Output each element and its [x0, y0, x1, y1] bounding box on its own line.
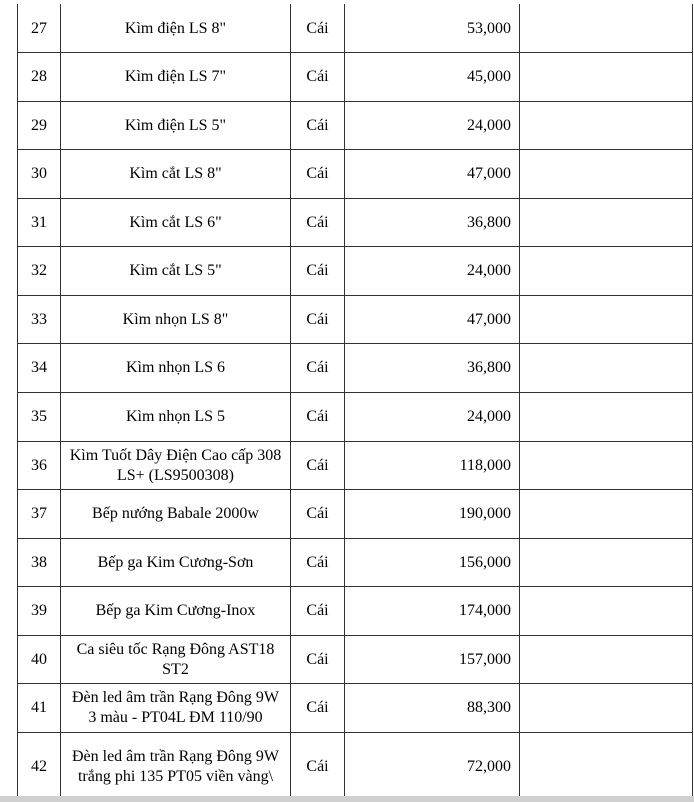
row-number-cell: 28 — [31, 68, 47, 85]
note-cell — [520, 296, 692, 343]
item-name-cell: Ca siêu tốc Rạng Đông AST18 ST2 — [76, 640, 275, 678]
row-divider — [17, 441, 692, 442]
unit-cell: Cái — [306, 359, 329, 376]
unit-cell: Cái — [306, 699, 329, 716]
row-divider — [17, 101, 692, 102]
item-name-cell: Kìm điện LS 7" — [124, 68, 227, 85]
window-bottom-edge — [0, 796, 694, 802]
row-number-cell: 35 — [31, 408, 47, 425]
note-cell — [520, 490, 692, 538]
unit-cell: Cái — [306, 213, 329, 231]
row-number-cell: 42 — [31, 757, 47, 775]
unit-price-cell: 36,800 — [467, 213, 511, 231]
row-divider — [17, 198, 692, 199]
row-divider — [17, 246, 692, 247]
row-number-cell: 36 — [31, 456, 47, 474]
note-cell — [520, 199, 692, 246]
unit-price-cell: 157,000 — [459, 650, 511, 668]
unit-cell: Cái — [306, 262, 329, 279]
row-divider — [17, 683, 692, 684]
unit-price-cell: 190,000 — [459, 505, 511, 522]
unit-price-cell: 53,000 — [467, 19, 511, 37]
column-divider — [290, 4, 291, 798]
note-cell — [520, 733, 692, 800]
row-divider — [17, 295, 692, 296]
row-divider — [17, 392, 692, 393]
column-divider — [519, 4, 520, 798]
unit-price-cell: 24,000 — [467, 262, 511, 279]
note-cell — [520, 636, 692, 683]
row-number-cell: 30 — [31, 165, 47, 182]
note-cell — [520, 344, 692, 392]
row-divider — [17, 149, 692, 150]
unit-cell: Cái — [306, 602, 329, 619]
unit-cell: Cái — [306, 456, 329, 474]
note-cell — [520, 587, 692, 635]
row-divider — [17, 489, 692, 490]
note-cell — [520, 5, 692, 52]
unit-price-cell: 45,000 — [467, 68, 511, 85]
unit-cell: Cái — [306, 310, 329, 328]
unit-cell: Cái — [306, 408, 329, 425]
unit-cell: Cái — [306, 68, 329, 85]
unit-price-cell: 88,300 — [467, 699, 511, 716]
unit-cell: Cái — [306, 553, 329, 571]
item-name-cell: Đèn led âm trần Rạng Đông 9W 3 màu - PT04L ĐM 110/90 — [71, 689, 280, 726]
item-name-cell: Kìm nhọn LS 5 — [125, 408, 226, 425]
unit-price-cell: 24,000 — [467, 116, 511, 134]
row-divider — [17, 52, 692, 53]
note-cell — [520, 393, 692, 441]
unit-cell: Cái — [306, 165, 329, 182]
unit-price-cell: 47,000 — [467, 310, 511, 328]
unit-price-cell: 72,000 — [467, 757, 511, 775]
row-number-cell: 32 — [31, 262, 47, 279]
note-cell — [520, 102, 692, 149]
unit-cell: Cái — [306, 757, 329, 775]
row-number-cell: 27 — [31, 19, 47, 37]
row-divider — [17, 586, 692, 587]
unit-cell: Cái — [306, 650, 329, 668]
note-cell — [520, 442, 692, 489]
note-cell — [520, 53, 692, 101]
item-name-cell: Đèn led âm trần Rạng Đông 9W trắng phi 135 PT05 viền vàng\ — [71, 747, 280, 785]
note-cell — [520, 247, 692, 295]
item-name-cell: Kìm nhọn LS 8" — [122, 310, 229, 328]
note-cell — [520, 150, 692, 198]
row-number-cell: 40 — [31, 650, 47, 668]
item-name-cell: Kìm điện LS 8" — [124, 19, 227, 37]
unit-cell: Cái — [306, 116, 329, 134]
row-divider — [17, 635, 692, 636]
note-cell — [520, 539, 692, 586]
column-divider — [17, 4, 18, 798]
column-divider — [344, 4, 345, 798]
row-divider — [17, 343, 692, 344]
item-name-cell: Bếp ga Kim Cương-Inox — [95, 602, 256, 619]
row-number-cell: 34 — [31, 359, 47, 376]
item-name-cell: Kìm cắt LS 8" — [129, 165, 222, 182]
row-number-cell: 31 — [31, 213, 47, 231]
row-number-cell: 37 — [31, 505, 47, 522]
item-name-cell: Kìm Tuốt Dây Điện Cao cấp 308 LS+ (LS9500308) — [69, 446, 282, 484]
item-name-cell: Kìm điện LS 5" — [124, 116, 227, 134]
row-number-cell: 38 — [31, 553, 47, 571]
note-cell — [520, 684, 692, 732]
column-divider — [60, 4, 61, 798]
row-divider — [17, 538, 692, 539]
row-divider — [17, 732, 692, 733]
column-divider — [692, 4, 693, 798]
item-name-cell: Kìm cắt LS 5" — [129, 262, 222, 279]
item-name-cell: Bếp ga Kim Cương-Sơn — [97, 553, 254, 571]
row-number-cell: 29 — [31, 116, 47, 134]
unit-price-cell: 118,000 — [459, 456, 511, 474]
unit-price-cell: 156,000 — [459, 553, 511, 571]
unit-price-cell: 24,000 — [467, 408, 511, 425]
unit-price-cell: 174,000 — [459, 602, 511, 619]
item-name-cell: Kìm nhọn LS 6 — [125, 359, 226, 376]
row-number-cell: 33 — [31, 310, 47, 328]
row-number-cell: 39 — [31, 602, 47, 619]
unit-price-cell: 47,000 — [467, 165, 511, 182]
unit-price-cell: 36,800 — [467, 359, 511, 376]
item-name-cell: Bếp nướng Babale 2000w — [92, 505, 259, 522]
item-name-cell: Kìm cắt LS 6" — [129, 213, 222, 231]
row-number-cell: 41 — [31, 699, 47, 716]
unit-cell: Cái — [306, 505, 329, 522]
unit-cell: Cái — [306, 19, 329, 37]
